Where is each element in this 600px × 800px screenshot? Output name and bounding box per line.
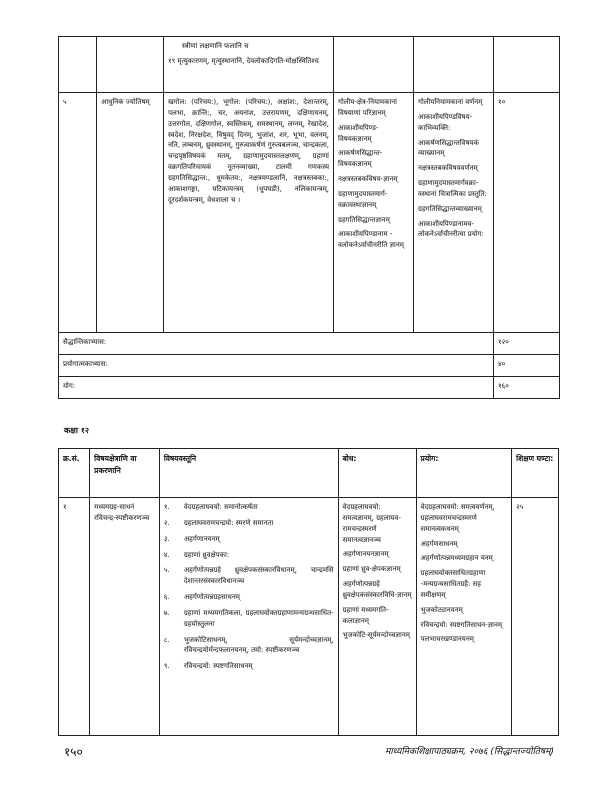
table-row-continued — [59, 37, 560, 93]
header-bodha: बोध: — [338, 449, 416, 498]
prayoga-item: गोलीयनियामकानां वर्णनम् — [418, 98, 483, 106]
total-label: सैद्धान्तिकाभ्यास: — [59, 333, 494, 355]
row-topic: आधुनिकं ज्योतिषम् — [97, 93, 164, 333]
bodha-item: आकाशीयपिण्डानाम - वलोकनेऽर्वाचीनरीति ज्ञानम् — [338, 230, 404, 250]
cell-content — [164, 37, 334, 93]
prayoga-item: नक्षत्रस्तबकविषयवर्णनम् — [418, 164, 478, 173]
header-prayoga: प्रयोग: — [416, 449, 512, 498]
page-number: १५० — [64, 745, 83, 759]
row-prayoga — [416, 498, 512, 736]
content-item: २. ग्रहलाघवरामचन्द्रयो: स्मरणे समानता — [163, 518, 274, 527]
total-row-theory — [59, 333, 560, 355]
cell-empty — [59, 37, 97, 93]
content-line: स्त्रीणां लक्षणानि फलानि च — [182, 42, 249, 50]
prayoga-item: ग्रहगतिसिद्धान्तव्याख्यानम् — [418, 204, 482, 213]
header-topic: विषयक्षेत्राणि वा प्रकरणानि — [90, 449, 160, 498]
content-line: १९ मृत्युकारणम्, मृत्युस्थानानि, देवलोकादिगति-मोक्षस्थितिश्च — [168, 56, 319, 65]
cell-empty — [414, 37, 494, 93]
content-item: ६. अहर्गणोत्पन्नग्रहसाधनम् — [163, 593, 240, 602]
total-row-practical — [59, 355, 560, 377]
row-hours: २५ — [512, 498, 559, 736]
bodha-item: ग्रहाणां ध्रुव-क्षेपकज्ञानम् — [342, 565, 401, 574]
bodha-item: गोलीय-क्षेत्र-नियामकानां विषयाणां परिज्ञानम् — [338, 98, 397, 117]
header-hours: शिक्षण घण्टा: — [512, 449, 559, 498]
section-title: कक्षा १२ — [64, 426, 90, 435]
prayoga-item: रविचन्द्रयो: स्पष्टगतिसाधन-ज्ञानम् — [420, 620, 503, 629]
content-item: ८. भुजकोटिसाधनम्, सूर्यमन्दोच्चज्ञानम्, रविचन्द्रयोर्मन्दफलानयनम्, तयो: स्पष्टीकरणञ्च — [163, 635, 334, 655]
prayoga-item: आकाशीयपिण्डविषय-काभिव्यक्ति: — [418, 112, 473, 132]
table-row — [59, 93, 560, 333]
prayoga-item: अहर्गणसाधनम् — [420, 539, 458, 548]
prayoga-item: अहर्गणोत्पन्नमध्यमग्रहान यनम् — [420, 554, 493, 563]
content-item: १. वेदग्रहलाघवयो: समानोत्कर्षता — [163, 503, 258, 511]
row-number: ५ — [59, 93, 97, 333]
row-number: १ — [59, 498, 90, 736]
bodha-item: ग्रहगतिसिद्धान्तज्ञानम् — [338, 215, 390, 224]
prayoga-item: आकर्षणसिद्धान्तविषयकं व्याख्यानम् — [418, 138, 479, 158]
total-label: प्रयोगात्मकाभ्यास: — [59, 355, 494, 377]
content-item: ३. अहर्गणानयनम् — [163, 534, 220, 543]
row-hours: १० — [494, 93, 560, 333]
prayoga-item: भुजकोट्यानयनम् — [420, 605, 463, 614]
table-header-row — [59, 449, 559, 498]
cell-empty — [494, 37, 560, 93]
total-row-sum — [59, 377, 560, 399]
table-row — [59, 498, 559, 736]
total-value: ४० — [494, 355, 560, 377]
cell-empty — [97, 37, 164, 93]
content-item: ५. अहर्गणोत्पन्नग्रहे ध्रुवक्षेपकसंस्कारविधानम्, चान्द्रमसि देशान्तरसंस्कारविधानञ्च — [163, 566, 334, 586]
header-serial: क्र.सं. — [59, 449, 90, 498]
bodha-item: अहर्गणोत्पन्नग्रहे ध्रुवक्षेपकसंस्कारविधि-ज्ञानम् — [342, 580, 412, 599]
total-label: योग: — [59, 377, 494, 399]
prayoga-item: आकाशीयपिण्डानामव-लोकनेऽर्वाचीनरीत्या प्रयोग: — [418, 219, 484, 239]
bodha-item: आकाशीयपिण्ड-विषयकज्ञानम् — [338, 123, 379, 143]
row-content — [159, 498, 338, 736]
row-topic: मध्यमग्रह-साधनं रविचन्द्र-स्पष्टीकरणञ्च — [90, 498, 160, 736]
content-item: ४. ग्रहाणां ध्रुवक्षेपका: — [163, 550, 230, 559]
row-bodha — [334, 93, 414, 333]
total-value: १२० — [494, 333, 560, 355]
prayoga-item: पलभाचरखण्डानयनम् — [420, 635, 474, 644]
row-content: खगोल: (परिचय:), भूगोल: (परिचय:), अक्षांश:, देशान्तरम्, पलभा, क्रान्ति:, चर, अयनांश, उत्तरायणम्, दक्षिणायनम्, उत्तरगोल, दक्षिणगोल, स्वस्तिकम्, समस्थानम्, लग्नम्, रेखादेश, स्वदेश, निरक्षदेश, विषुवद् दिनम्, भुजांश, शर, भूभा, वलनम्, नति, लम्बनम्, ध्रुवस्थानम्, गुरुत्वाकर्षणं गुरुत्वबलञ्च, चान्द्रकला, चन्द्रपृष्ठविषयकं मतम्, ग्रहाणामुदयास्तलक्षणम्, ग्रहाणां वक्रगतिपरिचायकं नूतनव्याख्या, टालमी गणकस्य ग्रहगतिसिद्धान्त:, धूमकेतव:, नक्षत्रमण्डलानि, नक्षत्रस्तबका:, आकाशगङ्गा, घटिकायन्त्रम् (धूपघडी), नलिकायन्त्रम्, दूरदर्शकयन्त्रम्, वेधशाला च । — [164, 93, 334, 333]
prayoga-item: ग्रहाणामुदयास्तमार्गवक्रा-वस्थानां चित्रात्मिका प्रस्तुति: — [418, 179, 487, 198]
header-content: विषयवस्तूनि — [159, 449, 338, 498]
row-prayoga — [414, 93, 494, 333]
total-value: १६० — [494, 377, 560, 399]
footer-title: माध्यमिकशिक्षापाठ्यक्रम, २०७६ (सिद्धान्तज्योतिषम्) — [385, 747, 554, 757]
curriculum-table-continued — [58, 36, 560, 399]
bodha-item: आकर्षणसिद्धान्त-विषयकज्ञानम् — [338, 149, 383, 169]
bodha-item: ग्रहाणां मध्यमगति-कलाज्ञानम् — [342, 605, 389, 625]
row-bodha — [338, 498, 416, 736]
prayoga-item: वेदग्रहलाघवयो: समत्ववर्णनम्, ग्रहलाघवरामचन्द्रस्मरणे समानत्वकथनम् — [420, 503, 495, 533]
curriculum-table-class12 — [58, 448, 559, 736]
content-item: ७. ग्रहाणां मध्यमगतिकला, ग्रहलाघवोक्तग्रहाणामन्यग्रन्थसाधित-ग्रहयोस्तुलना — [163, 608, 334, 628]
prayoga-item: ग्रहलाघवोक्तसाधितग्रहाणा -मन्यग्रन्थसाधितग्रहै: सह समीक्षणम् — [420, 569, 486, 599]
bodha-item: अहर्गणानयनज्ञानम् — [342, 550, 389, 559]
bodha-item: वेदग्रहलाघवयो: समत्वज्ञानम्, ग्रहलाघव-रामचन्द्रस्मरणे समानत्वज्ञानञ्च — [342, 503, 401, 544]
bodha-item: नक्षत्रस्तबकविषय-ज्ञानम् — [338, 175, 398, 184]
content-item: ९. रविचन्द्रयो: स्पष्टगतिसाधनम् — [163, 662, 253, 671]
bodha-item: ग्रहाणामुदयास्तमार्ग-वक्रावस्थाज्ञानम् — [338, 189, 388, 209]
cell-empty — [334, 37, 414, 93]
bodha-item: भुजकोटि-सूर्यमन्दोच्चज्ञानम् — [342, 631, 410, 640]
